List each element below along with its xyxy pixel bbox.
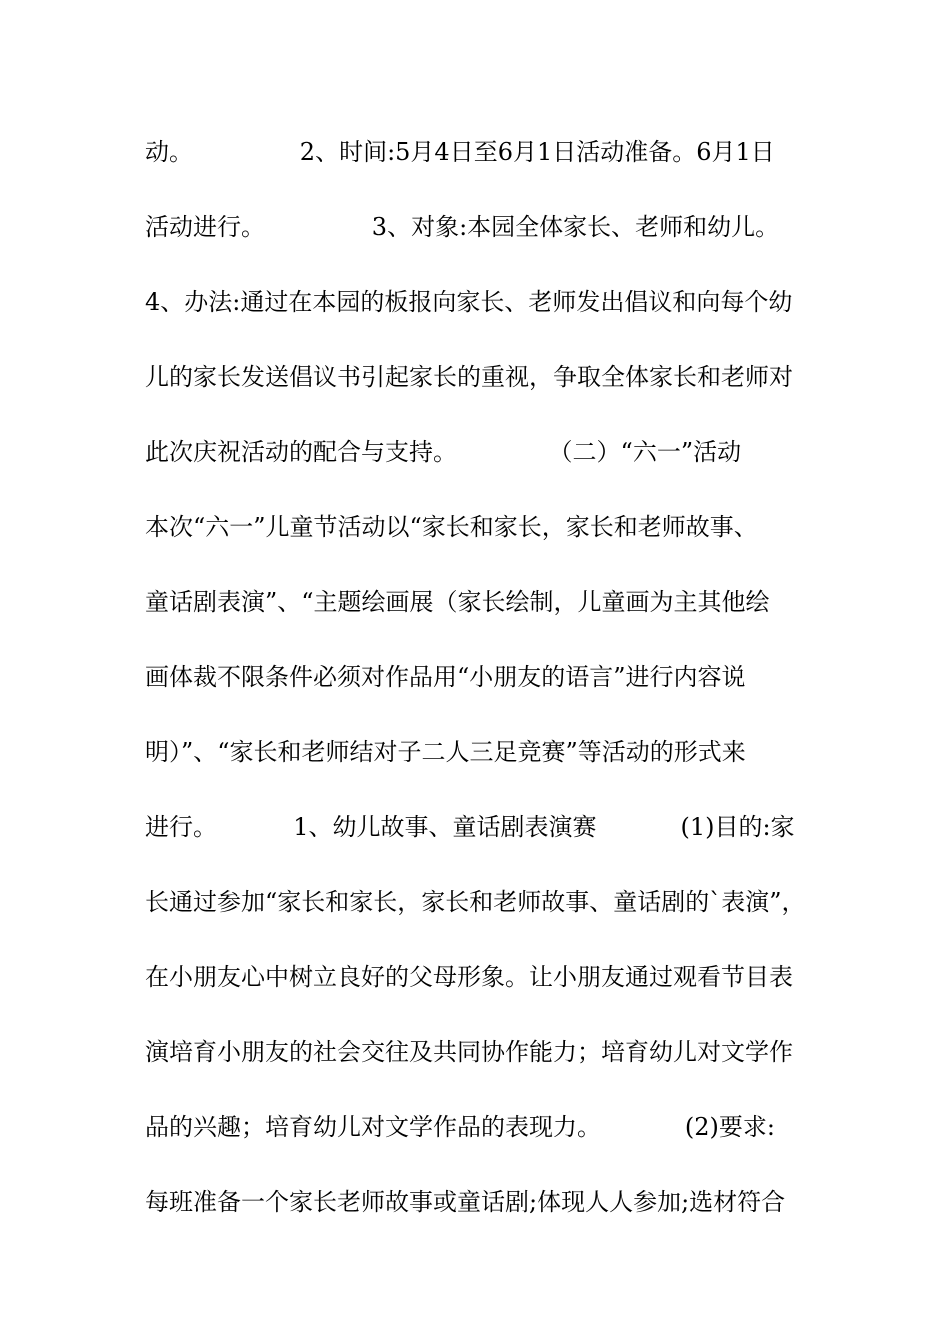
text-line: 长通过参加“家长和家长，家长和老师故事、童话剧的`表演”，	[145, 888, 806, 916]
text-line: 品的兴趣；培育幼儿对文学作品的表现力。 (2)要求:	[145, 1113, 775, 1141]
text-line: 画体裁不限条件必须对作品用“小朋友的语言”进行内容说	[145, 663, 746, 691]
text-line: 4、办法:通过在本园的板报向家长、老师发出倡议和向每个幼	[145, 288, 793, 316]
text-line: 活动进行。 3、对象:本园全体家长、老师和幼儿。	[145, 213, 780, 241]
text-line: 此次庆祝活动的配合与支持。 （二）“六一”活动	[145, 438, 742, 466]
text-line: 明）”、“家长和老师结对子二人三足竞赛”等活动的形式来	[145, 738, 746, 766]
text-line: 在小朋友心中树立良好的父母形象。让小朋友通过观看节目表	[145, 963, 793, 991]
text-line: 进行。 1、幼儿故事、童话剧表演赛 (1)目的:家	[145, 813, 795, 841]
text-line: 演培育小朋友的社会交往及共同协作能力；培育幼儿对文学作	[145, 1038, 793, 1066]
text-line: 本次“六一”儿童节活动以“家长和家长，家长和老师故事、	[145, 513, 758, 541]
text-line: 动。 2、时间:5月4日至6月1日活动准备。6月1日	[145, 138, 775, 166]
text-line: 每班准备一个家长老师故事或童话剧;体现人人参加;选材符合	[145, 1188, 786, 1216]
text-line: 童话剧表演”、“主题绘画展（家长绘制，儿童画为主其他绘	[145, 588, 770, 616]
text-line: 儿的家长发送倡议书引起家长的重视，争取全体家长和老师对	[145, 363, 793, 391]
